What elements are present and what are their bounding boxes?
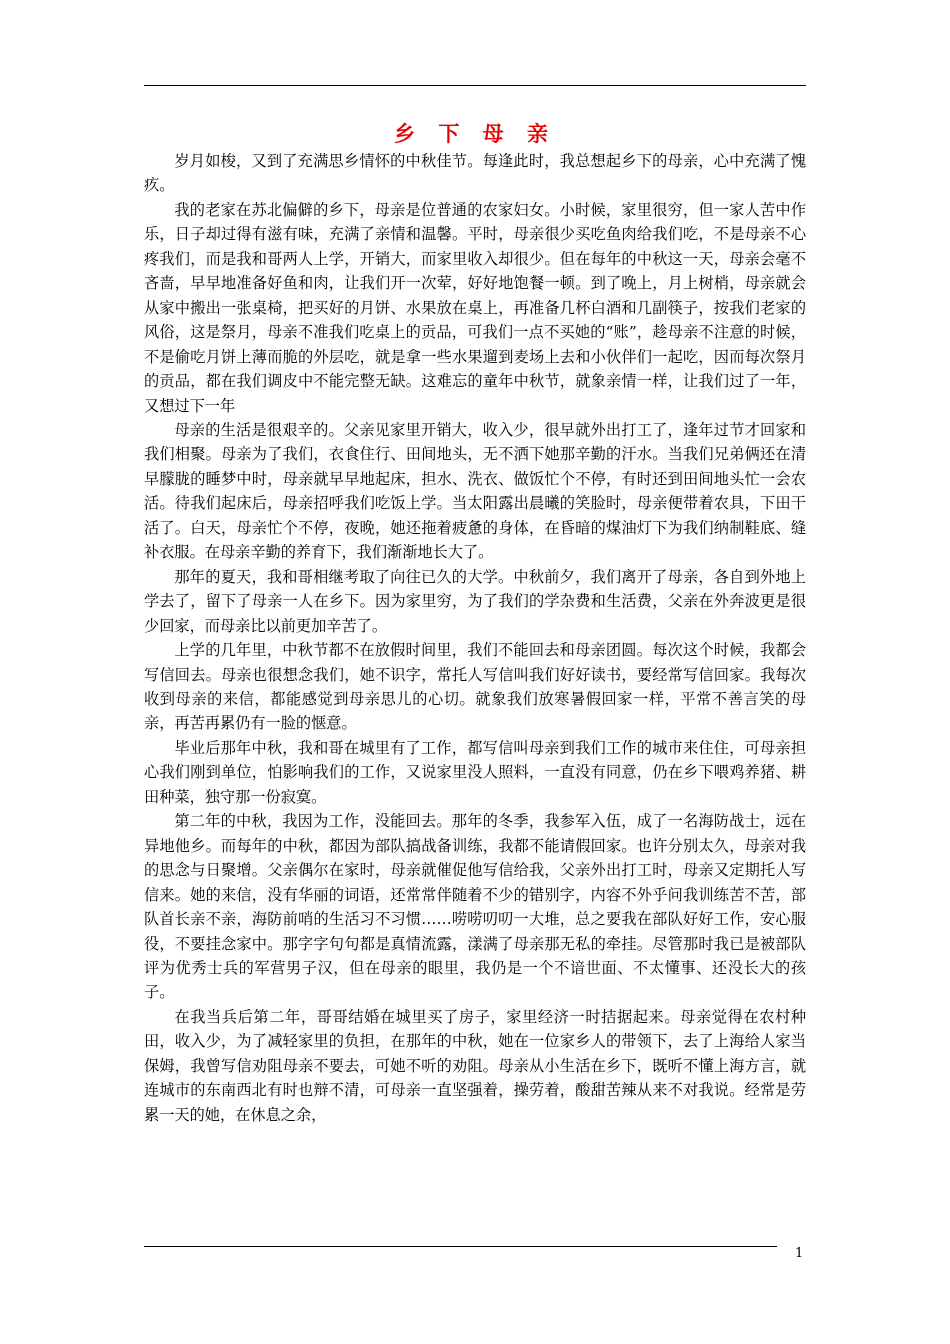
paragraph-7: 第二年的中秋，我因为工作，没能回去。那年的冬季，我参军入伍，成了一名海防战士，远在异地他乡。而每年的中秋，都因为部队搞战备训练，我都不能请假回家。也许分别太久，母亲对我的思念与日聚增。父亲偶尔在家时，母亲就催促他写信给我，父亲外出打工时，母亲又定期托人写信来。她的来信，没有华丽的词语，还常常伴随着不少的错别字，内容不外乎问我训练苦不苦，部队首长亲不亲，海防前哨的生活习不习惯……唠唠叨叨一大堆，总之要我在部队好好工作，安心服役，不要挂念家中。那字字句句都是真情流露，漾满了母亲那无私的牵挂。尽管那时我已是被部队评为优秀士兵的军营男子汉，但在母亲的眼里，我仍是一个不谙世面、不太懂事、还没长大的孩子。 — [144, 812, 806, 1002]
header-rule — [144, 85, 806, 86]
paragraph-6: 毕业后那年中秋，我和哥在城里有了工作，都写信叫母亲到我们工作的城市来住住，可母亲担心我们刚到单位，怕影响我们的工作，又说家里没人照料，一直没有同意，仍在乡下喂鸡养猪、耕田种菜，独守那一份寂寞。 — [144, 738, 806, 806]
document-title: 乡 下 母 亲 — [394, 121, 556, 146]
paragraph-3: 母亲的生活是很艰辛的。父亲见家里开销大，收入少，很早就外出打工了，逢年过节才回家和我们相聚。母亲为了我们，衣食住行、田间地头，无不洒下她那辛勤的汗水。当我们兄弟俩还在清早朦胧的睡梦中时，母亲就早早地起床，担水、洗衣、做饭忙个不停，有时还到田间地头忙一会农活。待我们起床后，母亲招呼我们吃饭上学。当太阳露出晨曦的笑脸时，母亲便带着农具，下田干活了。白天，母亲忙个不停，夜晚，她还拖着疲惫的身体，在昏暗的煤油灯下为我们纳制鞋底、缝补衣服。在母亲辛勤的养育下，我们渐渐地长大了。 — [144, 420, 806, 562]
paragraph-4: 那年的夏天，我和哥相继考取了向往已久的大学。中秋前夕，我们离开了母亲，各自到外地上学去了，留下了母亲一人在乡下。因为家里穷，为了我们的学杂费和生活费，父亲在外奔波更是很少回家，而母亲比以前更加辛苦了。 — [144, 567, 806, 635]
footer-rule — [144, 1246, 777, 1247]
paragraph-1: 岁月如梭，又到了充满思乡情怀的中秋佳节。每逢此时，我总想起乡下的母亲，心中充满了愧疚。 — [144, 152, 806, 195]
paragraph-2: 我的老家在苏北偏僻的乡下，母亲是位普通的农家妇女。小时候，家里很穷，但一家人苦中作乐，日子却过得有滋有味，充满了亲情和温馨。平时，母亲很少买吃鱼肉给我们吃，不是母亲不心疼我们，而是我和哥两人上学，开销大，而家里收入却很少。但在每年的中秋这一天，母亲会毫不吝啬，早早地准备好鱼和肉，让我们开一次荤，好好地饱餐一顿。到了晚上，月上树梢，母亲就会从家中搬出一张桌椅，把买好的月饼、水果放在桌上，再准备几杯白酒和几副筷子，按我们老家的风俗，这是祭月，母亲不准我们吃桌上的贡品，可我们一点不买她的“账”，趁母亲不注意的时候，不是偷吃月饼上薄而脆的外层吃，就是拿一些水果遛到麦场上去和小伙伴们一起吃，因而每次祭月的贡品，都在我们调皮中不能完整无缺。这难忘的童年中秋节，就象亲情一样，让我们过了一年，又想过下一年 — [144, 200, 806, 415]
document-body — [144, 149, 806, 1127]
page-number: 1 — [795, 1246, 804, 1261]
paragraph-5: 上学的几年里，中秋节都不在放假时间里，我们不能回去和母亲团圆。每次这个时候，我都会写信回去。母亲也很想念我们，她不识字，常托人写信叫我们好好读书，要经常写信回家。我每次收到母亲的来信，都能感觉到母亲思儿的心切。就象我们放寒暑假回家一样，平常不善言笑的母亲，再苦再累仍有一脸的惬意。 — [144, 641, 806, 733]
paragraph-8: 在我当兵后第二年，哥哥结婚在城里买了房子，家里经济一时拮据起来。母亲觉得在农村种田，收入少，为了减轻家里的负担，在那年的中秋，她在一位家乡人的带领下，去了上海给人家当保姆，我曾写信劝阻母亲不要去，可她不听的劝阻。母亲从小生活在乡下，既听不懂上海方言，就连城市的东南西北有时也辩不清，可母亲一直坚强着，操劳着，酸甜苦辣从来不对我说。经常是劳累一天的她，在休息之余， — [144, 1007, 806, 1124]
